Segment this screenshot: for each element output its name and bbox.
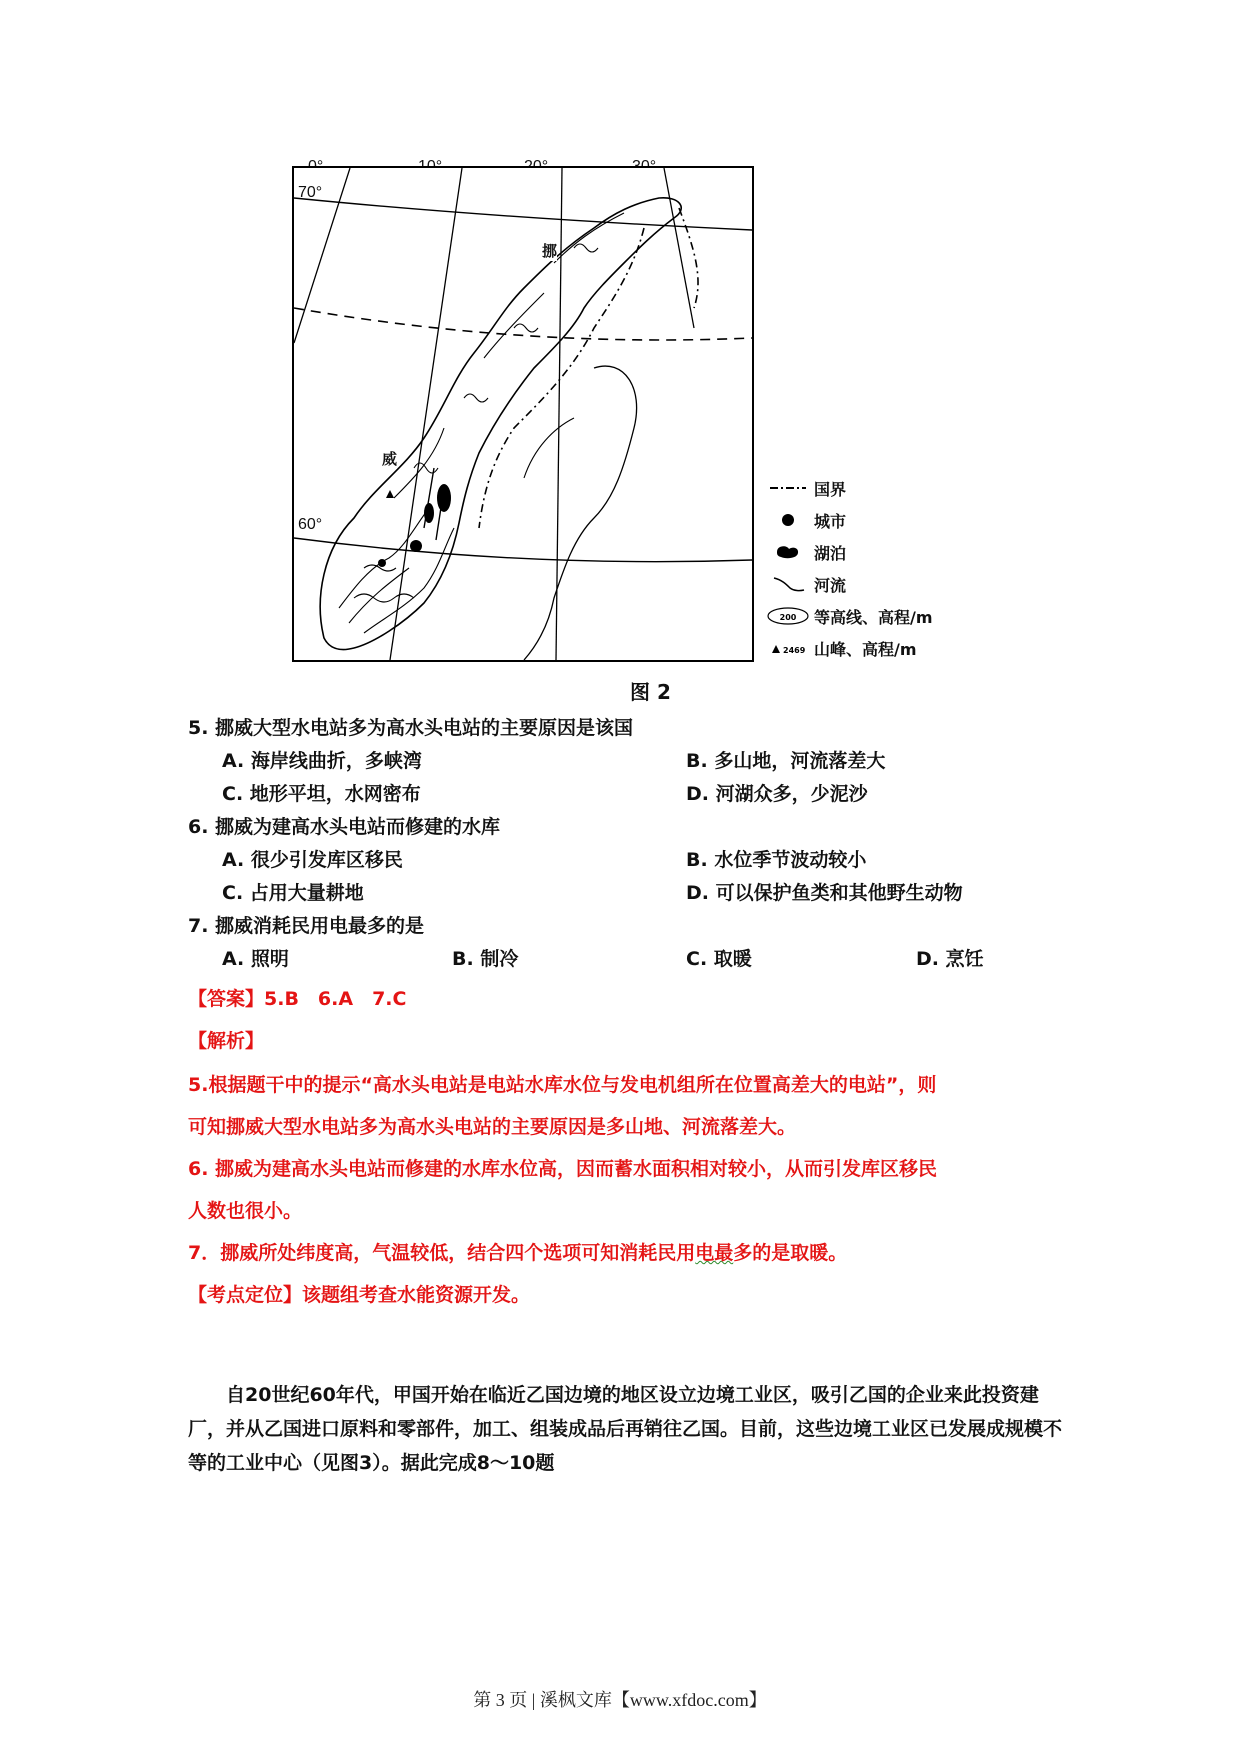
- river-icon: [762, 573, 814, 595]
- question-5-option-b: B. 多山地，河流落差大: [686, 750, 886, 772]
- question-5-option-d: D. 河湖众多，少泥沙: [686, 783, 868, 805]
- legend-label-lake: 湖泊: [814, 543, 847, 563]
- question-6-option-c: C. 占用大量耕地: [222, 882, 364, 904]
- map-label-wei: 威: [382, 450, 398, 468]
- answer-line: 【答案】5.B 6.A 7.C: [188, 988, 407, 1010]
- latitude-label-70: 70°: [298, 184, 323, 201]
- question-6-option-b: B. 水位季节波动较小: [686, 849, 867, 871]
- question-7-stem: 7. 挪威消耗民用电最多的是: [188, 915, 425, 937]
- city-icon: [762, 509, 814, 531]
- kaodian-line: [188, 1274, 1068, 1316]
- legend-item-river: [762, 568, 972, 600]
- question-7-option-a: A. 照明: [222, 948, 289, 970]
- legend-label-river: 河流: [814, 575, 847, 595]
- legend-item-contour: [762, 600, 972, 632]
- page-footer: 第 3 页 | 溪枫文库【www.xfdoc.com】: [473, 1690, 767, 1710]
- legend-label-border: 国界: [814, 479, 847, 499]
- question-5-option-a: A. 海岸线曲折，多峡湾: [222, 750, 422, 772]
- latitude-label-60: 60°: [298, 516, 323, 533]
- analysis-q7-pre: 7．挪威所处纬度高，气温较低，结合四个选项可知消耗民用: [188, 1242, 696, 1264]
- map-label-nuo: 挪: [542, 242, 558, 260]
- analysis-q6-line2: 人数也很小。: [188, 1200, 303, 1222]
- analysis-q7: [188, 1232, 1068, 1274]
- legend-item-city: [762, 504, 972, 536]
- map-graphic: [294, 168, 752, 660]
- legend-label-city: 城市: [814, 511, 847, 531]
- figure-caption: 图 2: [630, 680, 671, 704]
- lake-icon: [762, 541, 814, 563]
- kaodian-tag: 【考点定位】: [188, 1284, 303, 1306]
- legend-label-peak: 山峰、高程/m: [814, 639, 917, 659]
- analysis-title: 【解析】: [188, 1030, 265, 1052]
- legend-item-peak: [762, 632, 972, 664]
- legend-label-contour: 等高线、高程/m: [814, 607, 933, 627]
- legend-item-lake: [762, 536, 972, 568]
- analysis-q6: [188, 1148, 1068, 1232]
- figure-norway-map: [292, 160, 972, 670]
- map-frame: [292, 166, 754, 662]
- question-5-option-c: C. 地形平坦，水网密布: [222, 783, 421, 805]
- map-legend: [762, 472, 972, 664]
- question-6-option-d: D. 可以保护鱼类和其他野生动物: [686, 882, 963, 904]
- peak-icon-value: 2469: [783, 646, 806, 655]
- analysis-q7-post: 多的是取暖。: [733, 1242, 848, 1264]
- question-7-option-c: C. 取暖: [686, 948, 752, 970]
- analysis-q7-marked: 电最: [695, 1242, 734, 1264]
- question-7-option-d: D. 烹饪: [916, 948, 984, 970]
- peak-icon: [762, 637, 814, 659]
- question-6-stem: 6. 挪威为建高水头电站而修建的水库: [188, 816, 501, 838]
- analysis-q5: [188, 1064, 1068, 1148]
- kaodian-text: 该题组考查水能资源开发。: [302, 1284, 531, 1306]
- analysis-q6-line1: 6. 挪威为建高水头电站而修建的水库水位高，因而蓄水面积相对较小，从而引发库区移民: [188, 1158, 938, 1180]
- legend-item-border: [762, 472, 972, 504]
- passage-paragraph: 自20世纪60年代，甲国开始在临近乙国边境的地区设立边境工业区，吸引乙国的企业来此投资建厂，并从乙国进口原料和零部件，加工、组装成品后再销往乙国。目前，这些边境工业区已发展成规模不等的工业中心（见图3）。据此完成8～10题: [188, 1384, 1063, 1474]
- question-7-option-b: B. 制冷: [452, 948, 519, 970]
- border-icon: [762, 477, 814, 499]
- question-5-stem: 5. 挪威大型水电站多为高水头电站的主要原因是该国: [188, 717, 634, 739]
- analysis-q5-line2: 可知挪威大型水电站多为高水头电站的主要原因是多山地、河流落差大。: [188, 1116, 797, 1138]
- contour-icon-value: 200: [779, 613, 797, 622]
- analysis-q5-line1: 5.根据题干中的提示“高水头电站是电站水库水位与发电机组所在位置高差大的电站”，则: [188, 1074, 937, 1096]
- contour-icon: [762, 605, 814, 627]
- question-6-option-a: A. 很少引发库区移民: [222, 849, 403, 871]
